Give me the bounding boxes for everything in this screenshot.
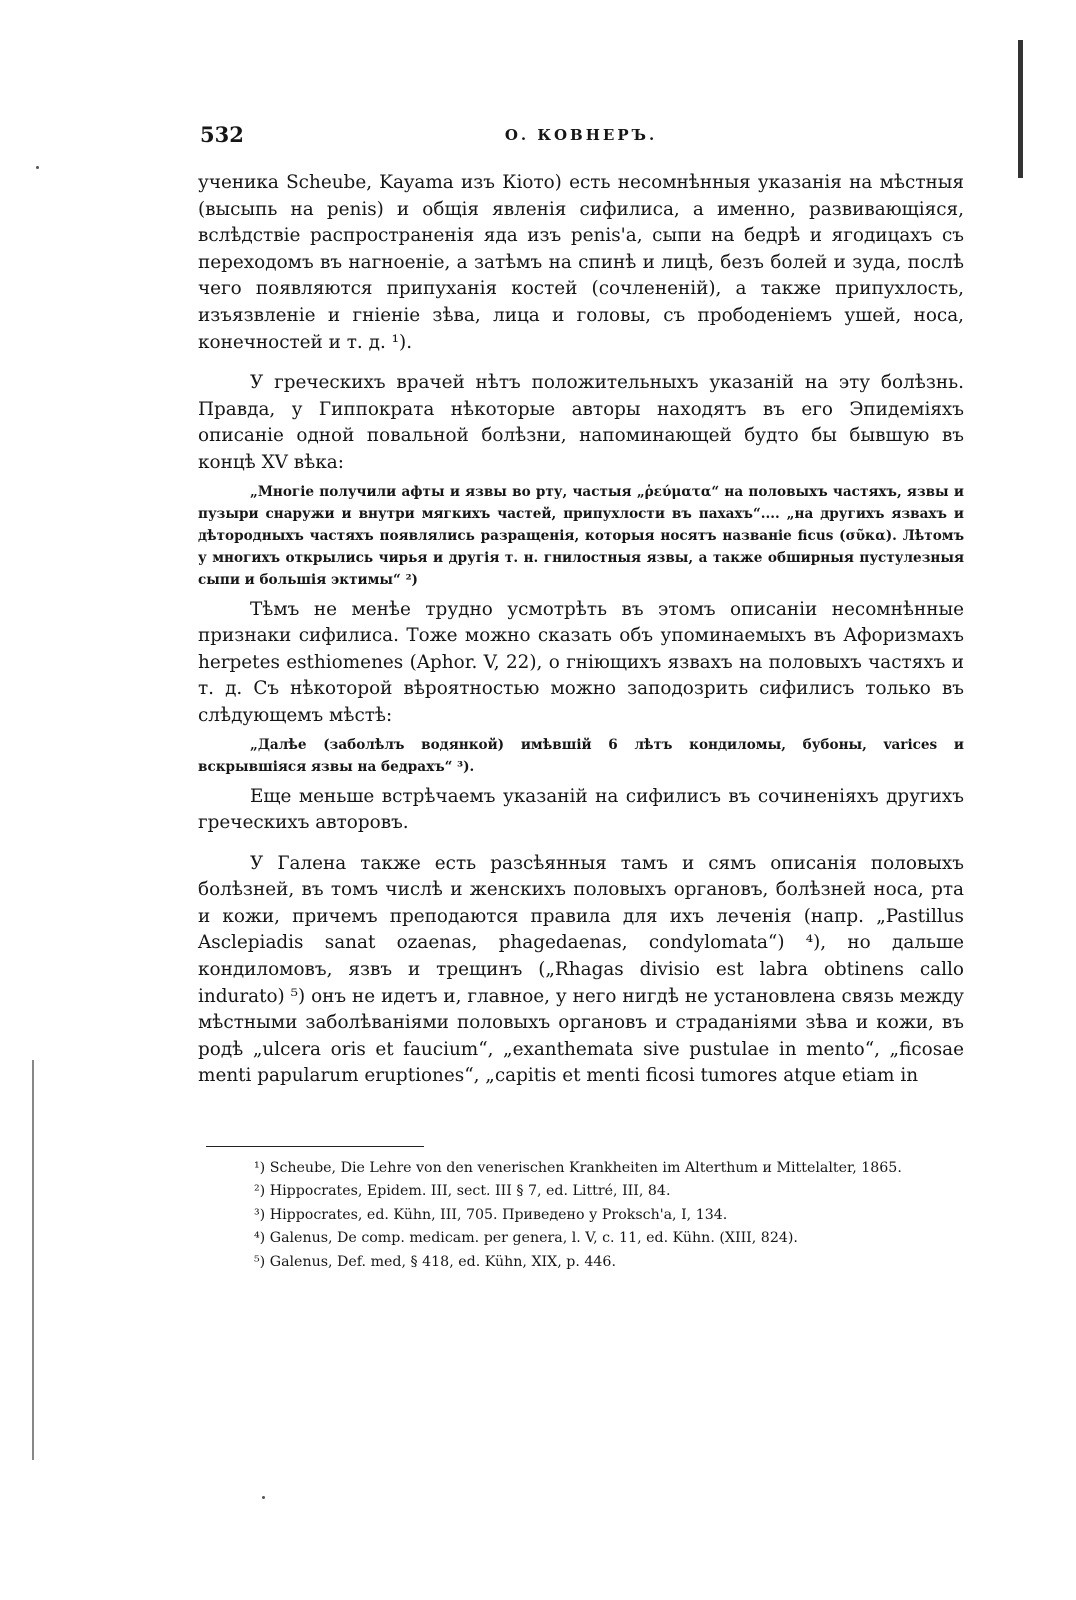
- quotation-2: „Далѣе (заболѣлъ водянкой) имѣвшій 6 лѣтъ кондиломы, бубоны, varices и вскрывшіяся язвы на бедрахъ“ ³).: [198, 736, 964, 775]
- document-page: [198, 122, 964, 1274]
- footnote-3: ³) Hippocrates, ed. Kühn, III, 705. Приведено у Proksch'a, I, 134.: [254, 1206, 728, 1223]
- footnote-divider: [206, 1146, 424, 1147]
- page-number: 532: [200, 122, 244, 147]
- scan-edge-line-left: [32, 1060, 34, 1460]
- paragraph-5: У Галена также есть разсѣянныя тамъ и сямъ описанія половыхъ болѣзней, въ томъ числѣ и женскихъ половыхъ органовъ, болѣзней носа, рта и кожи, причемъ преподаются правила для ихъ леченія (напр. „Pastillus Asclepiadis sanat ozaenas, phagedaenas, condylomata“) ⁴), но дальше кондиломовъ, язвъ и трещинъ („Rhagas divisio est labra obtinens callo indurato) ⁵) онъ не идетъ и, главное, у него нигдѣ не установлена связь между мѣстными заболѣваніями половыхъ органовъ и страданіями зѣва и кожи, въ родѣ „ulcera oris et faucium“, „exanthemata sive pustulae in mento“, „ficosae menti papularum eruptiones“, „capitis et menti ficosi tumores atque etiam in: [198, 852, 964, 1087]
- paragraph-2: У греческихъ врачей нѣтъ положительныхъ указаній на эту болѣзнь. Правда, у Гиппократа нѣкоторые авторы находятъ въ его Эпидеміяхъ описаніе одной повальной болѣзни, напоминающей будто бы бывшую въ концѣ XV вѣка:: [198, 372, 964, 473]
- scan-speck: [36, 166, 39, 169]
- running-head: О. КОВНЕРЪ.: [504, 126, 658, 144]
- scan-edge-line-right: [1018, 40, 1023, 178]
- footnote-5: ⁵) Galenus, Def. med, § 418, ed. Kühn, XIX, p. 446.: [254, 1253, 616, 1270]
- footnote-4: ⁴) Galenus, De comp. medicam. per genera, l. V, c. 11, ed. Kühn. (XIII, 824).: [254, 1230, 798, 1247]
- paragraph-3: Тѣмъ не менѣе трудно усмотрѣть въ этомъ описаніи несомнѣнные признаки сифилиса. Тоже можно сказать объ упоминаемыхъ въ Афоризмахъ herpetes esthiomenes (Aphor. V, 22), о гніющихъ язвахъ на половыхъ частяхъ и т. д. Съ нѣкоторой вѣроятностью можно заподозрить сифилисъ только въ слѣдующемъ мѣстѣ:: [198, 598, 964, 726]
- page-header: [198, 122, 964, 156]
- scan-speck: [262, 1496, 265, 1499]
- paragraph-4: Еще меньше встрѣчаемъ указаній на сифилисъ въ сочиненіяхъ другихъ греческихъ авторовъ.: [198, 785, 964, 834]
- quotation-1: „Многіе получили афты и язвы во рту, частыя „ῥεύματα“ на половыхъ частяхъ, язвы и пузыри снаружи и внутри мягкихъ частей, припухлости въ пахахъ“.... „на другихъ язвахъ и дѣтородныхъ частяхъ появлялись разращенія, которыя носятъ названіе ficus (σῦκα). Лѣтомъ у многихъ открылись чирья и другія т. н. гнилостныя язвы, а также обширныя пустулезныя сыпи и большія эктимы“ ²): [198, 483, 964, 588]
- footnote-1: ¹) Scheube, Die Lehre von den venerischen Krankheiten im Alterthum и Mittelalter, 1865.: [254, 1160, 902, 1177]
- paragraph-1: ученика Scheube, Kayama изъ Кіото) есть несомнѣнныя указанія на мѣстныя (высыпь на penis) и общія явленія сифилиса, а именно, развивающіяся, вслѣдствіе распространенія яда изъ penis'a, сыпи на бедрѣ и ягодицахъ съ переходомъ въ нагноеніе, а затѣмъ на спинѣ и лицѣ, безъ болей и зуда, послѣ чего появляются припуханія костей (сочлененій), а также припухлость, изъязвленіе и гніеніе зѣва, лица и головы, съ прободеніемъ ушей, носа, конечностей и т. д. ¹).: [198, 172, 964, 353]
- footnote-2: ²) Hippocrates, Epidem. III, sect. III § 7, ed. Littré, III, 84.: [254, 1183, 671, 1200]
